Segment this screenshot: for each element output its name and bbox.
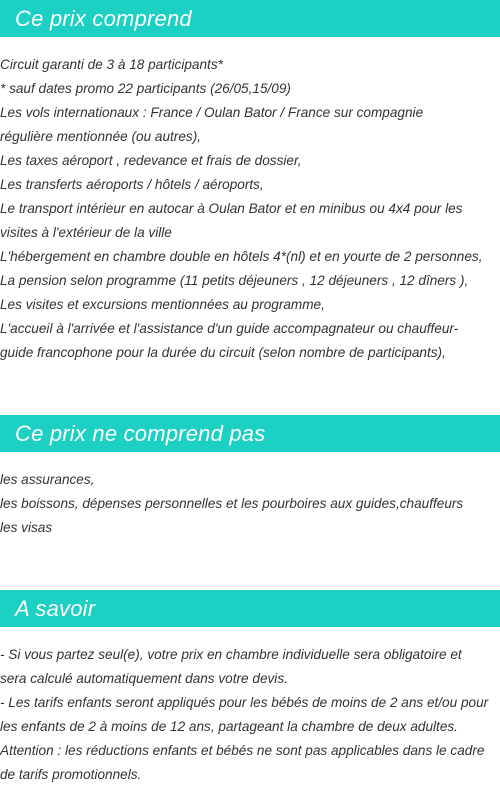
text-line: les boissons, dépenses personnelles et les pourboires aux guides,chauffeurs xyxy=(0,496,464,511)
section-body-info xyxy=(0,643,500,787)
text-line: - Si vous partez seul(e), votre prix en chambre individuelle sera obligatoire et xyxy=(0,647,462,662)
text-line: Les taxes aéroport , redevance et frais de dossier, xyxy=(0,153,302,168)
text-line: * sauf dates promo 22 participants (26/05,15/09) xyxy=(0,81,291,96)
text-line: Les vols internationaux : France / Oulan Bator / France sur compagnie xyxy=(0,105,424,120)
text-line: visites à l'extérieur de la ville xyxy=(0,225,172,240)
text-line: Circuit garanti de 3 à 18 participants* xyxy=(0,57,223,72)
section-title-info: A savoir xyxy=(15,595,96,621)
text-line: Le transport intérieur en autocar à Oulan Bator et en minibus ou 4x4 pour les xyxy=(0,201,463,216)
text-line: La pension selon programme (11 petits déjeuners , 12 déjeuners , 12 dîners ), xyxy=(0,273,469,288)
text-line: régulière mentionnée (ou autres), xyxy=(0,129,201,144)
section-title-excludes: Ce prix ne comprend pas xyxy=(15,420,266,446)
text-line: les enfants de 2 à moins de 12 ans, partageant la chambre de deux adultes. xyxy=(0,719,458,734)
text-line: guide francophone pour la durée du circuit (selon nombre de participants), xyxy=(0,345,446,360)
text-line: les assurances, xyxy=(0,472,95,487)
text-line: Attention : les réductions enfants et bébés ne sont pas applicables dans le cadre xyxy=(0,743,485,758)
text-line: de tarifs promotionnels. xyxy=(0,767,142,782)
text-line: sera calculé automatiquement dans votre devis. xyxy=(0,671,288,686)
text-line: - Les tarifs enfants seront appliqués pour les bébés de moins de 2 ans et/ou pour xyxy=(0,695,489,710)
section-header-includes xyxy=(0,0,500,37)
text-line: les visas xyxy=(0,520,53,535)
section-title-includes: Ce prix comprend xyxy=(15,5,192,31)
section-header-excludes xyxy=(0,415,500,452)
text-line: L'hébergement en chambre double en hôtels 4*(nl) et en yourte de 2 personnes, xyxy=(0,249,483,264)
text-line: Les visites et excursions mentionnées au programme, xyxy=(0,297,325,312)
section-header-info xyxy=(0,590,500,627)
section-body-includes xyxy=(0,53,500,365)
text-line: L'accueil à l'arrivée et l'assistance d'un guide accompagnateur ou chauffeur- xyxy=(0,321,459,336)
section-body-excludes xyxy=(0,468,500,540)
text-line: Les transferts aéroports / hôtels / aéroports, xyxy=(0,177,264,192)
